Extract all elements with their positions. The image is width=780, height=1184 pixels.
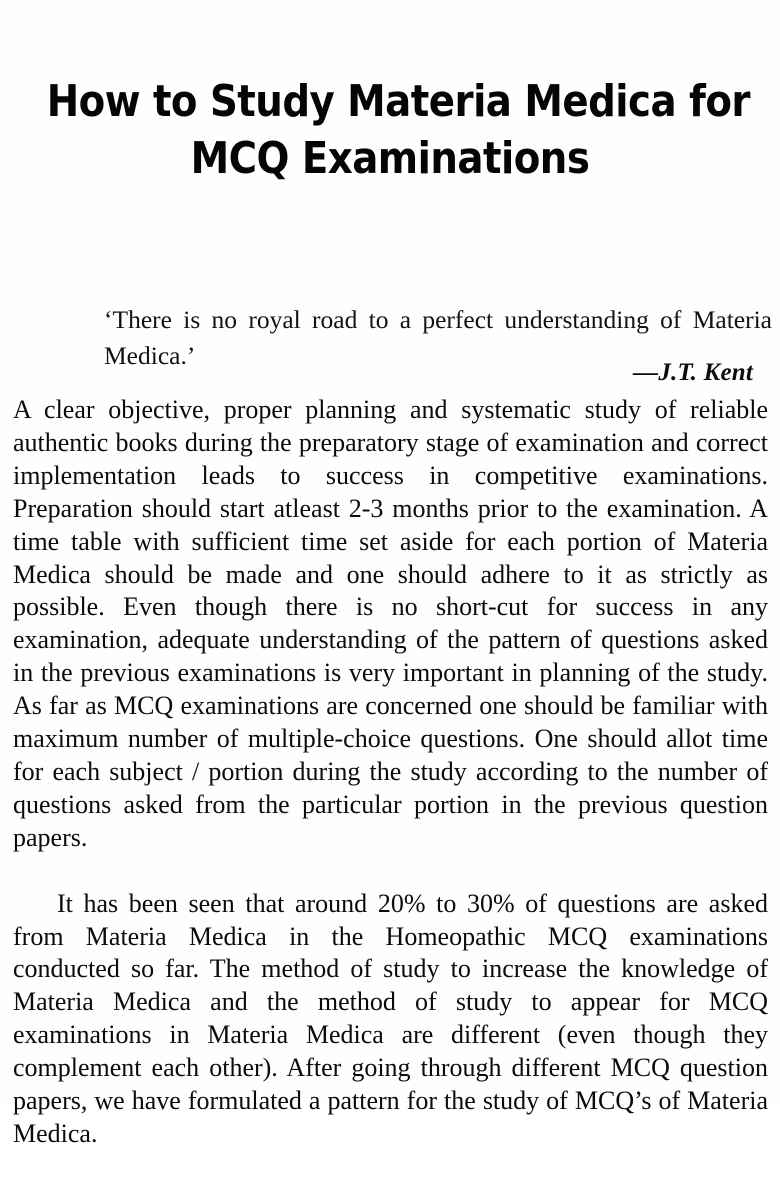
page-title-line-1: How to Study Materia Medica for bbox=[46, 76, 750, 128]
epigraph-attribution: —J.T. Kent bbox=[633, 359, 753, 386]
epigraph-quote-text: ‘There is no royal road to a perfect understanding of Materia Medica.’ bbox=[104, 304, 772, 370]
paragraph-2: It has been seen that around 20% to 30% of questions are asked from Materia Medica in the Homeopathic MCQ examinations conducted so far. The method of study to increase the knowledge of Materia Medica and the method of study to appear for MCQ examinations in Materia Medica are different (even though they complement each other). After going through different MCQ question papers, we have formulated a pattern for the study of MCQ’s of Materia Medica. bbox=[13, 888, 768, 1148]
page-title-line-2: MCQ Examinations bbox=[190, 133, 590, 185]
body-text bbox=[13, 394, 768, 1184]
page-title bbox=[46, 73, 750, 187]
paragraph-1: A clear objective, proper planning and systematic study of reliable authentic books during the preparatory stage of examination and correct implementation leads to success in competitive examinations. Preparation should start atleast 2-3 months prior to the examination. A time table with sufficient time set aside for each portion of Materia Medica should be made and one should adhere to it as strictly as possible. Even though there is no short-cut for success in any examination, adequate understanding of the pattern of questions asked in the previous examinations is very important in planning of the study. As far as MCQ examinations are concerned one should be familiar with maximum number of multiple-choice questions. One should allot time for each subject / portion during the study according to the number of questions asked from the particular portion in the previous question papers. bbox=[13, 395, 768, 852]
